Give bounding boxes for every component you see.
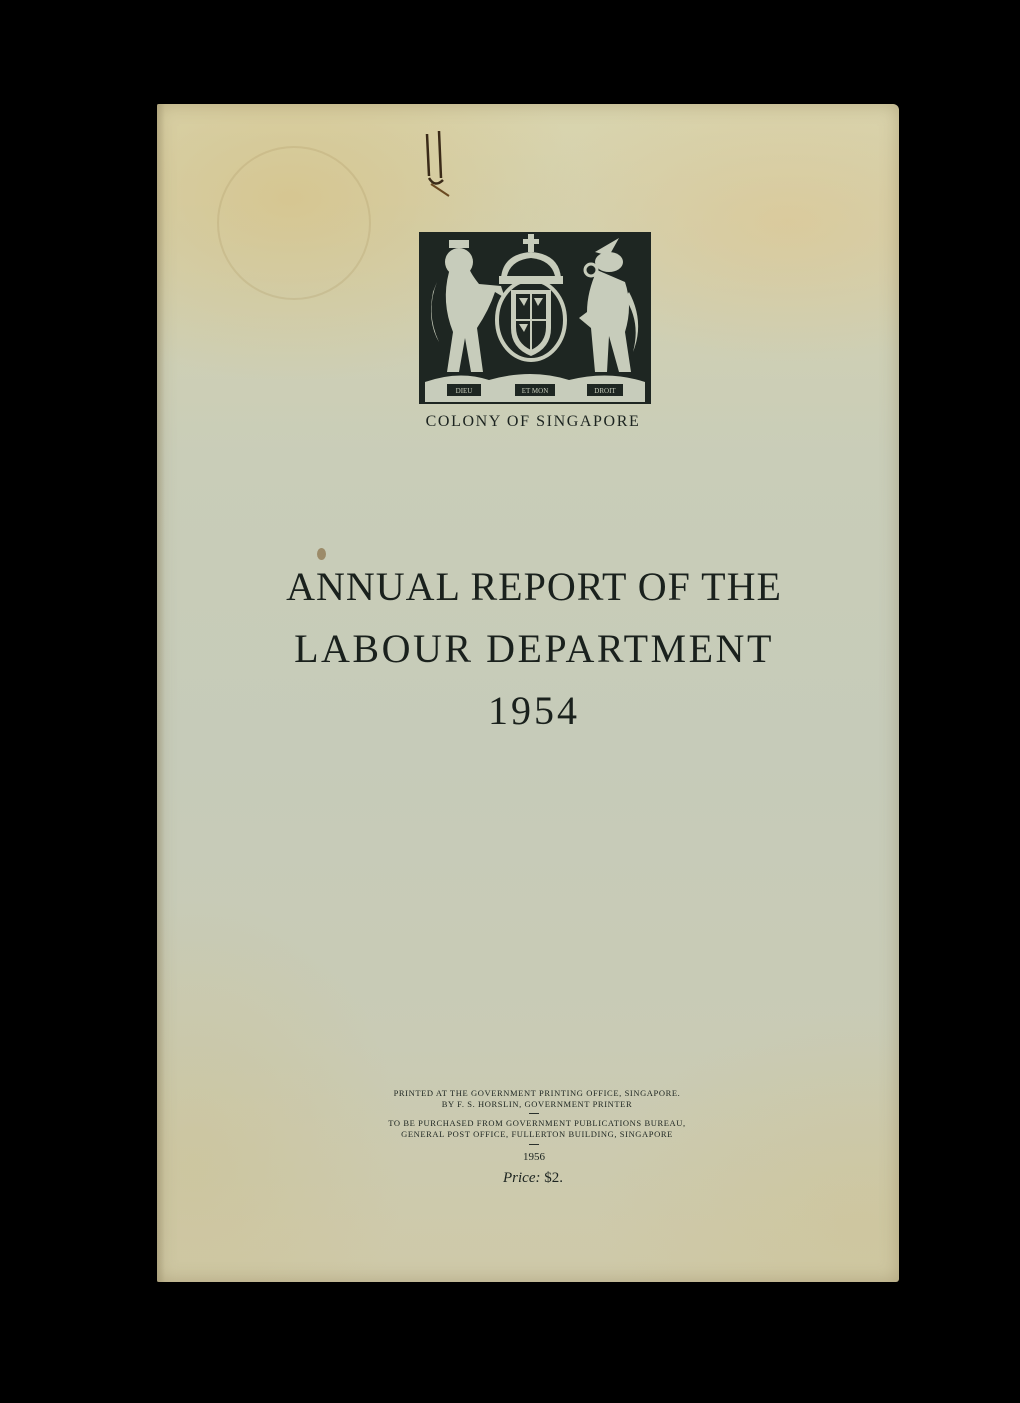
imprint-address-line: GENERAL POST OFFICE, FULLERTON BUILDING, SINGAPORE [401, 1129, 673, 1139]
royal-coat-of-arms [419, 232, 651, 404]
imprint-printer-line: PRINTED AT THE GOVERNMENT PRINTING OFFICE, SINGAPORE. [393, 1088, 681, 1098]
imprint-printer-name: BY F. S. HORSLIN, GOVERNMENT PRINTER [441, 1099, 633, 1109]
report-title-line-1: ANNUAL REPORT OF THE [286, 564, 782, 609]
staple-mark [419, 126, 457, 204]
crest-motto-middle: ET MON [521, 387, 549, 395]
crest-motto-left: DIEU [455, 387, 473, 395]
report-year: 1954 [488, 688, 580, 733]
imprint-divider-2 [529, 1144, 539, 1145]
crest-motto-right: DROIT [594, 387, 616, 395]
report-title-line-2: LABOUR DEPARTMENT [294, 626, 774, 671]
stain-ring [217, 146, 371, 300]
imprint-divider [529, 1113, 539, 1114]
publication-year: 1956 [523, 1151, 545, 1163]
price-value: $2. [544, 1170, 563, 1186]
report-cover [157, 104, 899, 1282]
price-label: Price: [503, 1170, 541, 1186]
crest-caption: COLONY OF SINGAPORE [425, 413, 641, 430]
price [447, 1170, 619, 1187]
imprint-purchase-line: TO BE PURCHASED FROM GOVERNMENT PUBLICATIONS BUREAU, [388, 1118, 686, 1128]
spine-fold [157, 104, 165, 1282]
ink-spot [317, 548, 326, 560]
